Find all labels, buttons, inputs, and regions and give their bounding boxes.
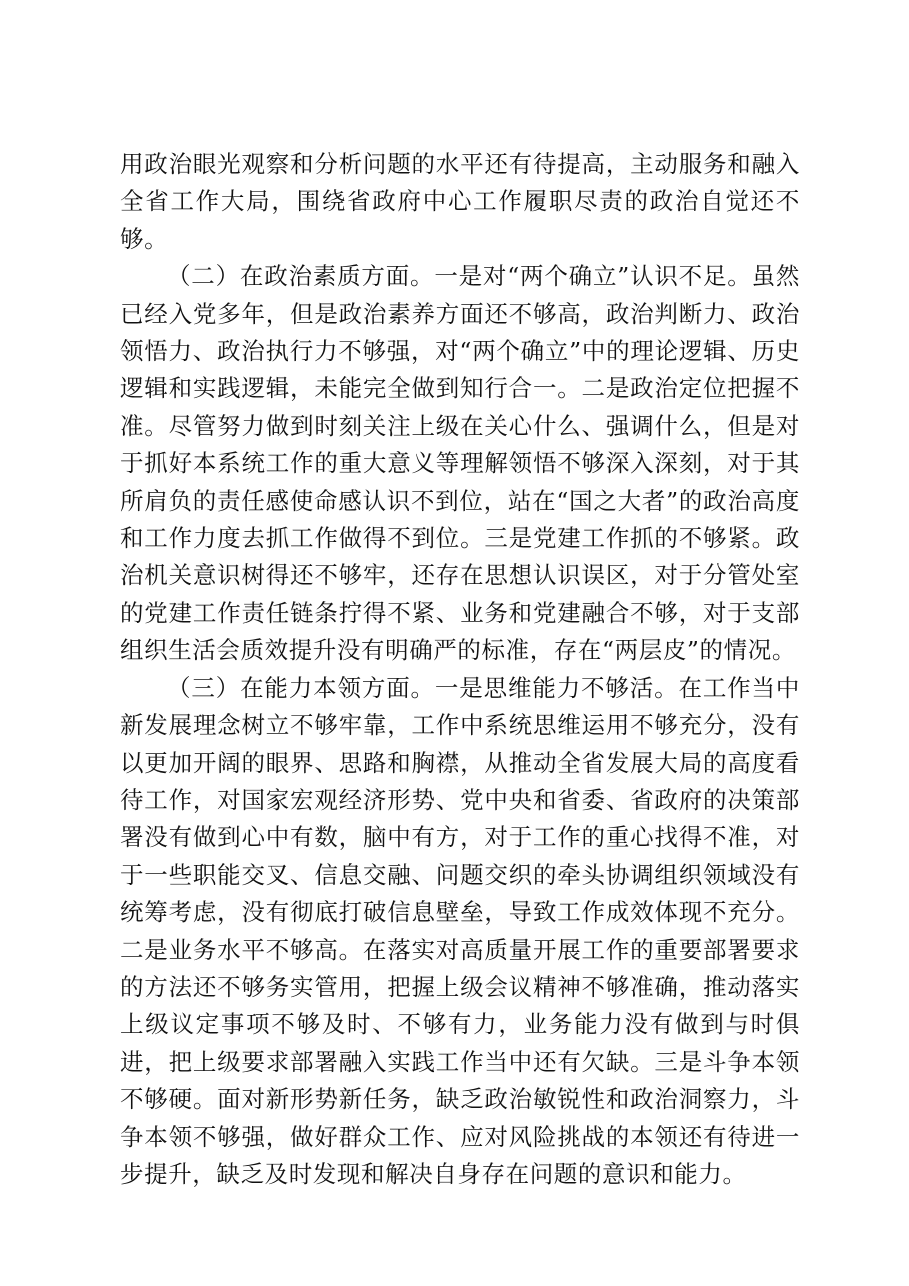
paragraph-ability: （三）在能力本领方面。一是思维能力不够活。在工作当中新发展理念树立不够牢靠，工作中系统思维运用不够充分，没有以更加开阔的眼界、思路和胸襟，从推动全省发展大局的高度看待工作，对国家宏观经济形势、党中央和省委、省政府的决策部署没有做到心中有数，脑中有方，对于工作的重心找得不准，对于一些职能交叉、信息交融、问题交织的牵头协调组织领域没有统筹考虑，没有彻底打破信息壁垒，导致工作成效体现不充分。二是业务水平不够高。在落实对高质量开展工作的重要部署要求的方法还不够务实管用，把握上级会议精神不够准确，推动落实上级议定事项不够及时、不够有力，业务能力没有做到与时俱进，把上级要求部署融入实践工作当中还有欠缺。三是斗争本领不够硬。面对新形势新任务，缺乏政治敏锐性和政治洞察力，斗争本领不够强，做好群众工作、应对风险挑战的本领还有待进一步提升，缺乏及时发现和解决自身存在问题的意识和能力。 [120,673,800,1188]
document-body [120,146,800,1193]
paragraph-continuation: 用政治眼光观察和分析问题的水平还有待提高，主动服务和融入全省工作大局，围绕省政府中心工作履职尽责的政治自觉还不够。 [120,150,800,253]
paragraph-political-quality: （二）在政治素质方面。一是对“两个确立”认识不足。虽然已经入党多年，但是政治素养方面还不够高，政治判断力、政治领悟力、政治执行力不够强，对“两个确立”中的理论逻辑、历史逻辑和实践逻辑，未能完全做到知行合一。二是政治定位把握不准。尽管努力做到时刻关注上级在关心什么、强调什么，但是对于抓好本系统工作的重大意义等理解领悟不够深入深刻，对于其所肩负的责任感使命感认识不到位，站在“国之大者”的政治高度和工作力度去抓工作做得不到位。三是党建工作抓的不够紧。政治机关意识树得还不够牢，还存在思想认识误区，对于分管处室的党建工作责任链条拧得不紧、业务和党建融合不够，对于支部组织生活会质效提升没有明确严的标准，存在“两层皮”的情况。 [120,262,800,665]
